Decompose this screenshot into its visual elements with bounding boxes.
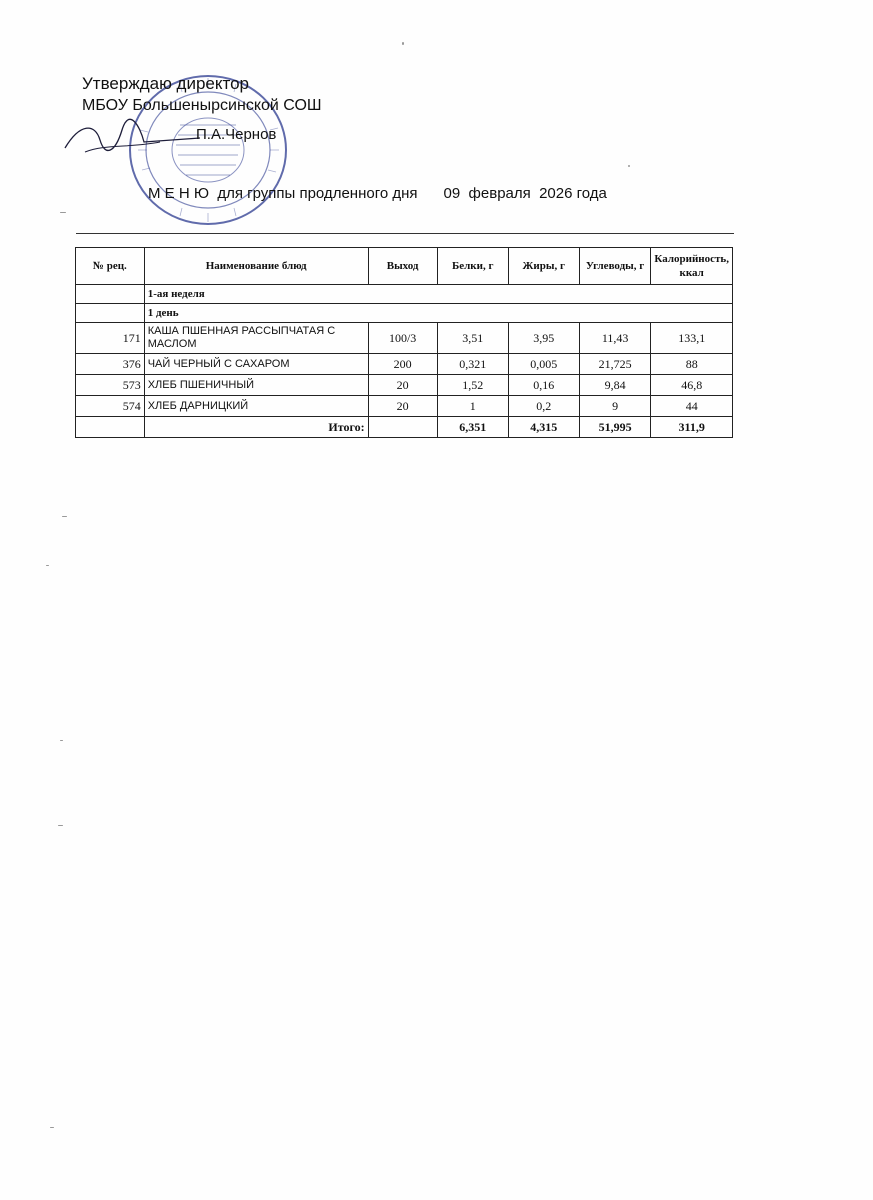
dish-name: ХЛЕБ ДАРНИЦКИЙ — [144, 396, 368, 417]
title-divider — [76, 233, 734, 234]
dish-output: 100/3 — [368, 323, 437, 354]
scan-speck — [50, 1127, 54, 1128]
menu-date: 09 февраля 2026 года — [443, 185, 607, 202]
total-label: Итого: — [144, 417, 368, 438]
dish-kcal: 46,8 — [651, 375, 733, 396]
col-header-name: Наименование блюд — [144, 248, 368, 285]
col-header-fat: Жиры, г — [508, 248, 579, 285]
scan-speck — [60, 740, 63, 741]
dish-carbs: 21,725 — [579, 354, 651, 375]
scan-speck — [628, 165, 630, 167]
dish-carbs: 9 — [579, 396, 651, 417]
dish-kcal: 133,1 — [651, 323, 733, 354]
rec-number: 171 — [76, 323, 145, 354]
dish-fat: 0,16 — [508, 375, 579, 396]
table-row — [76, 354, 733, 375]
dish-protein: 0,321 — [437, 354, 508, 375]
total-protein: 6,351 — [437, 417, 508, 438]
col-header-kcal: Калорийность, ккал — [651, 248, 733, 285]
dish-name: КАША ПШЕННАЯ РАССЫПЧАТАЯ С МАСЛОМ — [144, 323, 368, 354]
col-header-rec: № рец. — [76, 248, 145, 285]
rec-number: 574 — [76, 396, 145, 417]
scan-speck — [402, 42, 404, 45]
dish-name: ХЛЕБ ПШЕНИЧНЫЙ — [144, 375, 368, 396]
table-row — [76, 375, 733, 396]
total-fat: 4,315 — [508, 417, 579, 438]
menu-table — [75, 247, 733, 438]
dish-protein: 3,51 — [437, 323, 508, 354]
dish-kcal: 88 — [651, 354, 733, 375]
col-header-protein: Белки, г — [437, 248, 508, 285]
total-carbs: 51,995 — [579, 417, 651, 438]
dish-carbs: 9,84 — [579, 375, 651, 396]
scan-speck — [60, 212, 66, 213]
scan-speck — [62, 516, 67, 517]
approval-line-school: МБОУ Большенырсинской СОШ — [82, 97, 322, 114]
col-header-carbs: Углеводы, г — [579, 248, 651, 285]
total-kcal: 311,9 — [651, 417, 733, 438]
rec-number: 573 — [76, 375, 145, 396]
col-header-out: Выход — [368, 248, 437, 285]
dish-output: 20 — [368, 375, 437, 396]
scan-speck — [58, 825, 63, 826]
dish-output: 20 — [368, 396, 437, 417]
dish-kcal: 44 — [651, 396, 733, 417]
director-signature — [60, 118, 210, 158]
dish-name: ЧАЙ ЧЕРНЫЙ С САХАРОМ — [144, 354, 368, 375]
table-header-row — [76, 248, 733, 285]
approval-line-director: Утверждаю директор — [82, 74, 250, 93]
dish-protein: 1 — [437, 396, 508, 417]
table-row — [76, 396, 733, 417]
dish-fat: 0,2 — [508, 396, 579, 417]
week-label: 1-ая неделя — [144, 285, 732, 304]
dish-fat: 3,95 — [508, 323, 579, 354]
table-row — [76, 323, 733, 354]
dish-fat: 0,005 — [508, 354, 579, 375]
menu-title-text: М Е Н Ю для группы продленного дня — [148, 185, 418, 202]
dish-protein: 1,52 — [437, 375, 508, 396]
week-row — [76, 285, 733, 304]
day-label: 1 день — [144, 304, 732, 323]
scan-speck — [46, 565, 49, 566]
day-row — [76, 304, 733, 323]
dish-carbs: 11,43 — [579, 323, 651, 354]
approval-line-name: П.А.Чернов — [196, 126, 277, 143]
menu-title — [148, 185, 607, 202]
total-row — [76, 417, 733, 438]
dish-output: 200 — [368, 354, 437, 375]
rec-number: 376 — [76, 354, 145, 375]
